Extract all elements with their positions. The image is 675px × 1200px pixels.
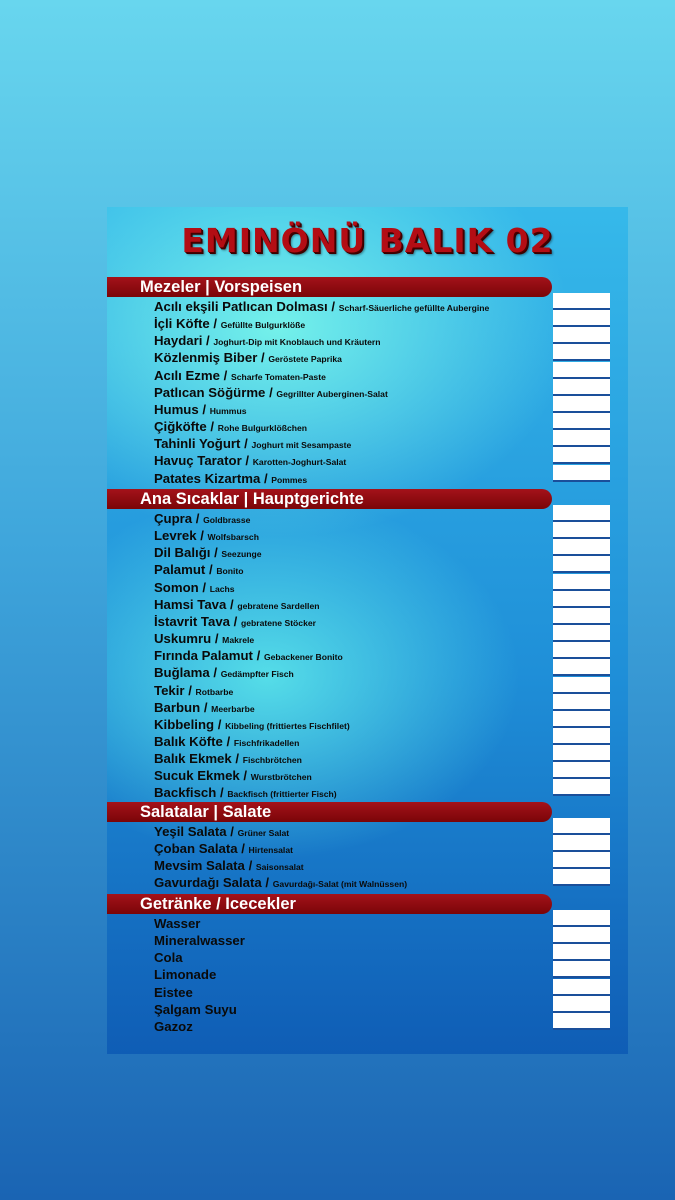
item-translation: Scharfe Tomaten-Paste [230,371,326,382]
item-name: Çupra [154,511,193,526]
menu-item [154,452,346,469]
item-separator: / [260,470,272,486]
item-name: Fırında Palamut [154,648,253,664]
menu-item [154,984,193,1001]
item-translation: Gebackener Bonito [263,652,343,663]
item-translation: Lachs [209,583,235,594]
item-translation: Fischbrötchen [242,755,302,766]
order-box[interactable] [553,711,610,728]
item-translation: Hirtensalat [248,845,293,856]
item-translation: Gavurdağı-Salat (mit Walnüssen) [272,879,408,890]
item-name: Patlıcan Söğürme [154,384,266,400]
item-separator: / [205,562,217,578]
item-separator: / [252,648,264,664]
item-name: Kibbeling [154,716,215,732]
item-separator: / [210,545,222,561]
menu-item [154,561,244,578]
order-box[interactable] [553,944,610,961]
item-name: Çoban Salata [154,841,238,857]
item-separator: / [240,436,252,452]
item-name: Acılı ekşili Patlıcan Dolması [154,299,328,314]
order-box[interactable] [553,996,610,1013]
item-translation: Scharf-Säuerliche gefüllte Aubergine [338,303,490,313]
menu-item [154,510,250,527]
item-name: Havuç Tarator [154,453,242,469]
item-name: Backfisch [154,785,217,801]
menu-item [154,579,235,596]
menu-item [154,733,299,750]
menu-card [107,207,628,1054]
item-name: Uskumru [154,631,212,647]
item-name: Limonade [154,967,217,983]
menu-item [154,647,343,664]
item-translation: Makrele [222,635,255,646]
item-name: Mineralwasser [154,933,245,949]
item-name: Acılı Ezme [154,367,220,383]
order-box[interactable] [553,574,610,591]
item-translation: gebratene Sardellen [237,600,320,611]
item-separator: / [231,751,243,767]
item-name: Humus [154,401,199,417]
menu-item [154,367,326,384]
item-translation: Wurstbrötchen [250,772,312,783]
menu-item [154,315,305,332]
menu-item [154,966,216,983]
order-box[interactable] [553,745,610,762]
item-name: Haydari [154,333,203,349]
item-separator: / [261,875,273,891]
order-box[interactable] [553,591,610,608]
order-box[interactable] [553,1013,610,1030]
order-box[interactable] [553,625,610,642]
menu-item [154,840,293,857]
item-name: Közlenmiş Biber [154,350,258,366]
order-box[interactable] [553,979,610,996]
item-separator: / [216,785,228,801]
item-translation: gebratene Stöcker [241,617,316,628]
menu-item [154,401,246,418]
order-box[interactable] [553,522,610,539]
order-box[interactable] [553,379,610,396]
item-name: Eistee [154,984,193,1000]
item-translation: Seezunge [221,549,262,560]
item-name: Hamsi Tava [154,596,227,612]
menu-item [154,298,489,315]
menu-item [154,784,337,801]
item-name: Şalgam Suyu [154,1001,237,1017]
menu-item [154,544,262,561]
item-separator: / [196,528,208,544]
menu-item [154,630,254,647]
section-header: Mezeler | Vorspeisen [107,277,552,297]
item-separator: / [184,682,196,698]
menu-item [154,716,350,733]
item-translation: Fischfrikadellen [233,737,300,748]
order-box[interactable] [553,694,610,711]
item-separator: / [219,367,231,383]
order-box[interactable] [553,642,610,659]
item-name: İstavrit Tava [154,613,230,629]
item-translation: Karotten-Joghurt-Salat [252,457,347,468]
order-box[interactable] [553,396,610,413]
item-name: Gazoz [154,1018,193,1034]
item-separator: / [209,316,221,332]
item-separator: / [209,665,221,681]
item-name: Patates Kizartma [154,470,261,486]
menu-item [154,664,294,681]
menu-item [154,823,289,840]
section-header: Getränke / Icecekler [107,894,552,914]
item-separator: / [327,299,339,314]
menu-item [154,1018,193,1035]
item-separator: / [265,384,277,400]
item-translation: Bonito [216,566,244,577]
item-separator: / [257,350,269,366]
order-box[interactable] [553,344,610,361]
order-box[interactable] [553,556,610,573]
item-name: Gavurdağı Salata [154,875,262,891]
item-separator: / [192,511,204,526]
menu-item [154,874,407,891]
item-separator: / [202,333,214,349]
order-box[interactable] [553,852,610,869]
order-box[interactable] [553,430,610,447]
order-box[interactable] [553,539,610,556]
order-box[interactable] [553,728,610,745]
order-box[interactable] [553,447,610,464]
section-header: Salatalar | Salate [107,802,552,822]
item-separator: / [230,613,241,629]
menu-item [154,332,380,349]
item-translation: Pommes [271,474,308,485]
order-box[interactable] [553,961,610,978]
item-name: Palamut [154,562,206,578]
item-name: Balık Köfte [154,733,223,749]
item-separator: / [214,716,226,732]
item-name: Mevsim Salata [154,858,245,874]
menu-title: EMINÖNÜ BALIK 02 [181,221,554,260]
item-name: Sucuk Ekmek [154,768,240,784]
menu-item [154,384,388,401]
menu-item [154,682,233,699]
item-separator: / [237,841,249,857]
menu-item [154,470,307,487]
section-header: Ana Sıcaklar | Hauptgerichte [107,489,552,509]
item-name: Dil Balığı [154,545,211,561]
item-translation: Joghurt mit Sesampaste [251,440,352,451]
item-separator: / [198,579,210,595]
item-name: Çiğköfte [154,419,207,435]
item-name: Cola [154,950,183,966]
order-box[interactable] [553,413,610,430]
item-separator: / [211,631,223,647]
order-box[interactable] [553,608,610,625]
order-box[interactable] [553,465,610,482]
item-separator: / [200,699,212,715]
item-name: Wasser [154,916,201,931]
menu-item [154,932,245,949]
menu-item [154,435,351,452]
item-translation: Hummus [209,405,247,416]
item-name: Balık Ekmek [154,751,232,767]
order-box[interactable] [553,910,610,927]
item-separator: / [226,824,238,839]
item-name: Barbun [154,699,201,715]
menu-item [154,596,319,613]
order-box[interactable] [553,327,610,344]
menu-item [154,699,255,716]
item-translation: Backfisch (frittierter Fisch) [227,789,337,800]
item-translation: Joghurt-Dip mit Knoblauch und Kräutern [213,337,381,348]
order-box[interactable] [553,762,610,779]
item-translation: Rotbarbe [195,686,234,697]
item-name: Tahinli Yoğurt [154,436,241,452]
menu-item [154,613,316,630]
item-name: Tekir [154,682,185,698]
order-box[interactable] [553,677,610,694]
order-box[interactable] [553,505,610,522]
order-box[interactable] [553,869,610,886]
item-name: Levrek [154,528,197,544]
item-name: Yeşil Salata [154,824,227,839]
item-name: İçli Köfte [154,316,210,332]
menu-item [154,767,312,784]
menu-item [154,857,304,874]
item-translation: Wolfsbarsch [207,532,259,543]
order-box[interactable] [553,310,610,327]
item-separator: / [222,733,234,749]
order-box[interactable] [553,362,610,379]
order-box[interactable] [553,818,610,835]
item-separator: / [239,768,251,784]
menu-item [154,418,307,435]
menu-item [154,527,259,544]
order-box[interactable] [553,779,610,796]
order-box[interactable] [553,835,610,852]
item-name: Buğlama [154,665,210,681]
item-translation: Grüner Salat [237,828,290,838]
item-translation: Rohe Bulgurklößchen [217,423,308,434]
item-name: Somon [154,579,199,595]
item-translation: Saisonsalat [255,862,304,873]
menu-item [154,1001,237,1018]
item-separator: / [241,453,253,469]
item-separator: / [206,419,218,435]
menu-item [154,915,200,932]
menu-item [154,750,302,767]
item-translation: Kibbeling (frittiertes Fischfilet) [225,720,350,731]
order-box[interactable] [553,659,610,676]
menu-item [154,349,342,366]
item-separator: / [198,401,210,417]
item-translation: Geröstete Paprika [268,354,342,365]
item-separator: / [244,858,256,874]
order-box[interactable] [553,293,610,310]
item-translation: Gefüllte Bulgurklöße [220,320,306,331]
item-translation: Gedämpfter Fisch [220,669,294,680]
item-translation: Goldbrasse [203,515,251,525]
menu-item [154,949,183,966]
item-separator: / [226,596,238,612]
item-translation: Meerbarbe [211,703,255,714]
item-translation: Gegrillter Auberginen-Salat [276,388,388,399]
order-box[interactable] [553,927,610,944]
